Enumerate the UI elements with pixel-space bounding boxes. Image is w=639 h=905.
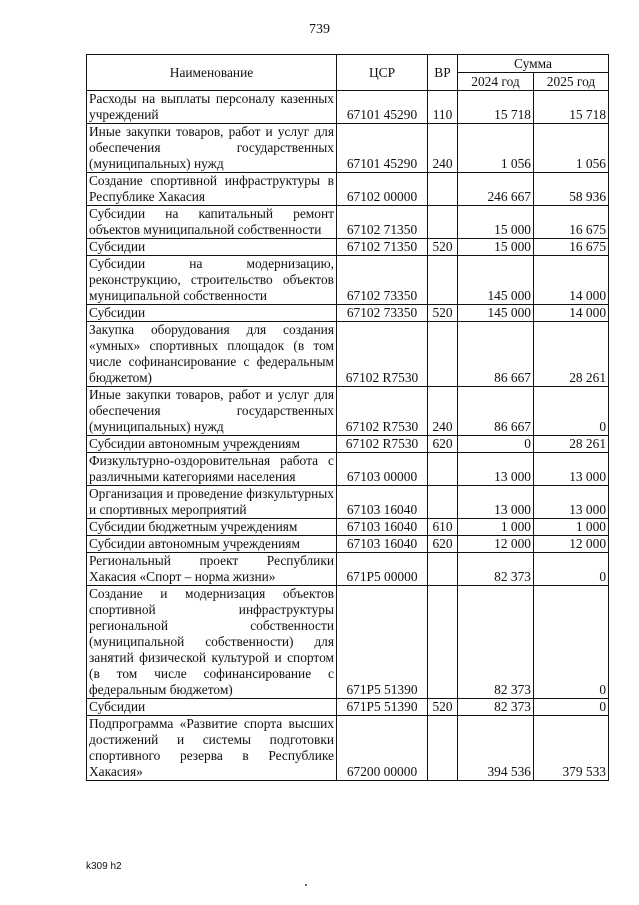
row-csr: 67102 73350	[337, 305, 428, 322]
row-sum-2024: 82 373	[458, 553, 534, 586]
table-row	[87, 586, 609, 699]
table-row	[87, 536, 609, 553]
table-row	[87, 322, 609, 387]
row-vr	[428, 206, 458, 239]
row-sum-2025: 1 056	[534, 124, 609, 173]
row-name: Субсидии бюджетным учреждениям	[87, 519, 337, 536]
budget-table	[86, 54, 609, 781]
row-csr: 67103 16040	[337, 519, 428, 536]
header-2024: 2024 год	[458, 73, 534, 91]
row-sum-2024: 145 000	[458, 256, 534, 305]
row-sum-2025: 1 000	[534, 519, 609, 536]
table-row	[87, 206, 609, 239]
table-row	[87, 239, 609, 256]
header-sum: Сумма	[458, 55, 609, 73]
row-sum-2024: 15 718	[458, 91, 534, 124]
row-name: Субсидии автономным учреждениям	[87, 536, 337, 553]
table-row	[87, 699, 609, 716]
row-sum-2025: 14 000	[534, 305, 609, 322]
row-csr: 67102 71350	[337, 206, 428, 239]
row-sum-2025: 0	[534, 586, 609, 699]
row-sum-2024: 1 056	[458, 124, 534, 173]
row-csr: 67101 45290	[337, 91, 428, 124]
row-name: Субсидии на модернизацию, реконструкцию, строительство объектов муниципальной собственности	[87, 256, 337, 305]
row-csr: 671P5 00000	[337, 553, 428, 586]
table-body	[87, 91, 609, 781]
row-name: Региональный проект Республики Хакасия «Спорт – норма жизни»	[87, 553, 337, 586]
row-sum-2025: 58 936	[534, 173, 609, 206]
row-vr: 620	[428, 536, 458, 553]
row-sum-2025: 28 261	[534, 322, 609, 387]
row-name: Создание спортивной инфраструктуры в Республике Хакасия	[87, 173, 337, 206]
row-vr: 240	[428, 124, 458, 173]
table-row	[87, 173, 609, 206]
row-name: Закупка оборудования для создания «умных» спортивных площадок (в том числе софинансирование с федеральным бюджетом)	[87, 322, 337, 387]
row-sum-2025: 379 533	[534, 716, 609, 781]
row-csr: 67103 16040	[337, 486, 428, 519]
row-sum-2024: 15 000	[458, 206, 534, 239]
row-vr	[428, 486, 458, 519]
table-row	[87, 436, 609, 453]
header-name: Наименование	[87, 55, 337, 91]
row-sum-2025: 15 718	[534, 91, 609, 124]
row-sum-2025: 12 000	[534, 536, 609, 553]
header-vr: ВР	[428, 55, 458, 91]
row-name: Субсидии на капитальный ремонт объектов муниципальной собственности	[87, 206, 337, 239]
table-row	[87, 91, 609, 124]
row-vr	[428, 173, 458, 206]
row-csr: 67101 45290	[337, 124, 428, 173]
row-sum-2025: 16 675	[534, 206, 609, 239]
row-vr: 520	[428, 239, 458, 256]
page-number: 739	[309, 22, 330, 37]
row-csr: 67102 00000	[337, 173, 428, 206]
row-sum-2024: 86 667	[458, 322, 534, 387]
row-csr: 67103 16040	[337, 536, 428, 553]
row-name: Субсидии автономным учреждениям	[87, 436, 337, 453]
row-csr: 67103 00000	[337, 453, 428, 486]
row-sum-2025: 16 675	[534, 239, 609, 256]
table-row	[87, 486, 609, 519]
row-vr: 240	[428, 387, 458, 436]
row-name: Субсидии	[87, 699, 337, 716]
row-name: Физкультурно-оздоровительная работа с различными категориями населения	[87, 453, 337, 486]
row-sum-2025: 0	[534, 699, 609, 716]
table-row	[87, 453, 609, 486]
row-sum-2024: 13 000	[458, 453, 534, 486]
row-vr	[428, 553, 458, 586]
row-sum-2024: 15 000	[458, 239, 534, 256]
row-sum-2024: 13 000	[458, 486, 534, 519]
row-sum-2024: 246 667	[458, 173, 534, 206]
row-name: Субсидии	[87, 305, 337, 322]
row-csr: 67102 R7530	[337, 436, 428, 453]
table-row	[87, 124, 609, 173]
row-sum-2024: 82 373	[458, 586, 534, 699]
row-vr	[428, 586, 458, 699]
row-sum-2025: 0	[534, 387, 609, 436]
row-vr: 520	[428, 305, 458, 322]
row-sum-2025: 14 000	[534, 256, 609, 305]
row-sum-2025: 28 261	[534, 436, 609, 453]
table-row	[87, 716, 609, 781]
row-sum-2024: 12 000	[458, 536, 534, 553]
row-vr	[428, 322, 458, 387]
row-csr: 671P5 51390	[337, 699, 428, 716]
row-vr: 110	[428, 91, 458, 124]
header-csr: ЦСР	[337, 55, 428, 91]
row-csr: 67102 R7530	[337, 387, 428, 436]
row-sum-2024: 394 536	[458, 716, 534, 781]
table-row	[87, 553, 609, 586]
row-name: Субсидии	[87, 239, 337, 256]
footer-code: k309 h2	[86, 861, 122, 872]
row-vr	[428, 716, 458, 781]
row-sum-2025: 0	[534, 553, 609, 586]
row-vr: 610	[428, 519, 458, 536]
row-vr: 620	[428, 436, 458, 453]
table-row	[87, 387, 609, 436]
row-sum-2025: 13 000	[534, 453, 609, 486]
row-sum-2024: 1 000	[458, 519, 534, 536]
row-name: Иные закупки товаров, работ и услуг для обеспечения государственных (муниципальных) нужд	[87, 124, 337, 173]
row-csr: 67102 71350	[337, 239, 428, 256]
table-row	[87, 305, 609, 322]
row-sum-2024: 0	[458, 436, 534, 453]
row-csr: 67200 00000	[337, 716, 428, 781]
row-name: Создание и модернизация объектов спортивной инфраструктуры региональной собственности (муниципальной собственности) для занятий физической культурой и спортом (в том числе софинансирование с федеральным бюджетом)	[87, 586, 337, 699]
row-vr	[428, 256, 458, 305]
row-name: Организация и проведение физкультурных и спортивных мероприятий	[87, 486, 337, 519]
row-csr: 67102 73350	[337, 256, 428, 305]
row-name: Подпрограмма «Развитие спорта высших достижений и системы подготовки спортивного резерва в Республике Хакасия»	[87, 716, 337, 781]
row-csr: 67102 R7530	[337, 322, 428, 387]
table-row	[87, 256, 609, 305]
row-name: Расходы на выплаты персоналу казенных учреждений	[87, 91, 337, 124]
row-sum-2025: 13 000	[534, 486, 609, 519]
row-vr	[428, 453, 458, 486]
row-sum-2024: 82 373	[458, 699, 534, 716]
row-sum-2024: 145 000	[458, 305, 534, 322]
row-sum-2024: 86 667	[458, 387, 534, 436]
row-name: Иные закупки товаров, работ и услуг для обеспечения государственных (муниципальных) нужд	[87, 387, 337, 436]
row-csr: 671P5 51390	[337, 586, 428, 699]
header-2025: 2025 год	[534, 73, 609, 91]
scan-dot	[305, 884, 307, 886]
table-row	[87, 519, 609, 536]
row-vr: 520	[428, 699, 458, 716]
